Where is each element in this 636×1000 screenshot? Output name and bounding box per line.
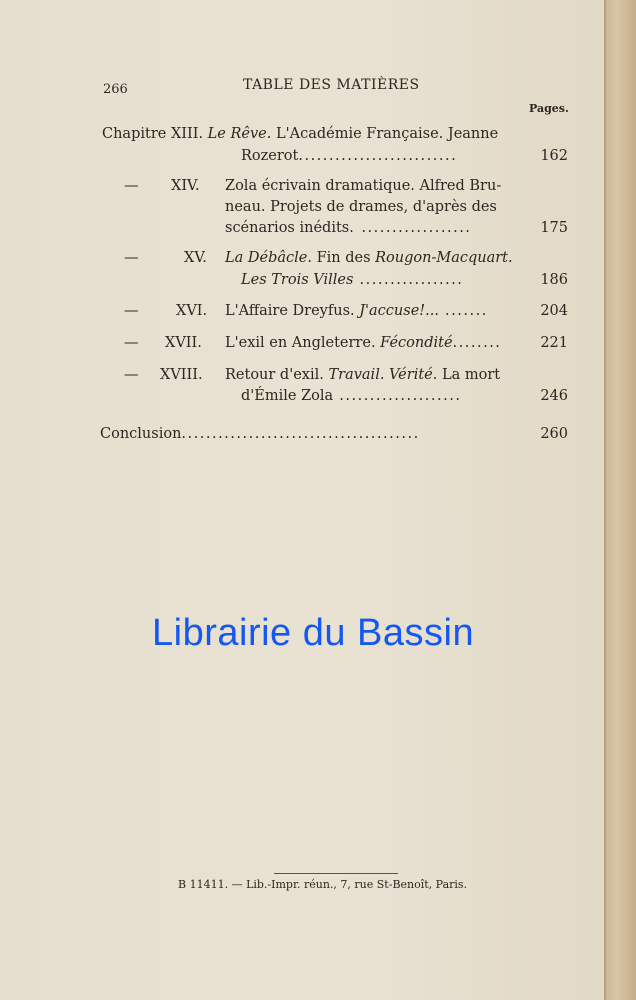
chapter-title-text: L'Affaire Dreyfus. (225, 303, 360, 319)
toc-entry-xiv-line2: neau. Projets de drames, d'après des (225, 199, 497, 215)
running-title: TABLE DES MATIÈRES (243, 77, 420, 93)
printer-rule (274, 873, 398, 874)
page-ref-xviii: 246 (540, 388, 568, 404)
page-ref-xv: 186 (540, 272, 568, 288)
toc-entry-xiii-line1 (102, 126, 498, 142)
chapter-title-italic: La Débâcle. (225, 250, 312, 266)
dash: — (124, 335, 139, 351)
chapter-title-text: L'Académie Française. Jeanne (271, 126, 499, 142)
chapter-title-italic: Le Rêve. (207, 126, 272, 142)
chapter-title-text: d'Émile Zola (241, 388, 334, 404)
toc-entry-xv-line2 (241, 272, 463, 288)
leader-dots: ....................................... (181, 426, 420, 442)
toc-entry-xviii-line2 (241, 388, 461, 404)
page-number: 266 (103, 82, 128, 97)
leader-dots: ........ (452, 335, 502, 351)
leader-dots: .......................... (298, 148, 458, 164)
chapter-title-italic: J'accuse!... (359, 303, 439, 319)
leader-dots: .................... (333, 388, 462, 404)
chapter-numeral: XIV. (171, 178, 200, 194)
page-ref-conclusion: 260 (540, 426, 568, 442)
dash: — (124, 303, 139, 319)
chapter-title-text: scénarios inédits (225, 220, 350, 236)
dash: — (124, 367, 139, 383)
chapter-numeral: XV. (184, 250, 207, 266)
chapter-title-italic: Rougon-Macquart. (375, 250, 513, 266)
chapter-prefix: Chapitre XIII. (102, 126, 204, 142)
dash: — (124, 250, 139, 266)
chapter-title-text: Retour d'exil. (225, 367, 329, 383)
page-ref-xiv: 175 (540, 220, 568, 236)
chapter-title-italic: Les Trois Villes (241, 272, 354, 288)
page-ref-xvii: 221 (540, 335, 568, 351)
chapter-numeral: XVI. (176, 303, 208, 319)
toc-entry-conclusion (100, 426, 420, 442)
leader-dots: ................. (353, 272, 464, 288)
leader-dots: ....... (438, 303, 488, 319)
toc-entry-xviii-line1 (225, 367, 500, 383)
toc-entry-xvi-line1 (225, 303, 488, 319)
page-ref-xiii: 162 (540, 148, 568, 164)
toc-entry-xiv-line3 (225, 220, 471, 236)
chapter-title-text: L'exil en Angleterre. (225, 335, 381, 351)
dash: — (124, 178, 139, 194)
chapter-title-text: Rozerot (241, 148, 299, 164)
toc-entry-xvii-line1 (225, 335, 501, 351)
toc-entry-xiv-line1: Zola écrivain dramatique. Alfred Bru- (225, 178, 502, 194)
chapter-title-italic: Fécondité (380, 335, 453, 351)
bookseller-watermark: Librairie du Bassin (152, 612, 475, 654)
pages-column-label: Pages. (529, 102, 569, 115)
chapter-numeral: XVII. (165, 335, 202, 351)
chapter-title-italic: Travail. Vérité. (328, 367, 438, 383)
conclusion-label: Conclusion (100, 426, 182, 442)
facing-page-edge (606, 0, 636, 1000)
leader-dots: . .................. (349, 220, 472, 236)
page-ref-xvi: 204 (540, 303, 568, 319)
printer-imprint: B 11411. — Lib.-Impr. réun., 7, rue St-Benoît, Paris. (178, 878, 468, 891)
toc-entry-xiii-line2 (241, 148, 457, 164)
chapter-title-text: La mort (437, 367, 501, 383)
toc-entry-xv-line1 (225, 250, 513, 266)
chapter-numeral: XVIII. (160, 367, 203, 383)
chapter-title-text: Fin des (311, 250, 376, 266)
